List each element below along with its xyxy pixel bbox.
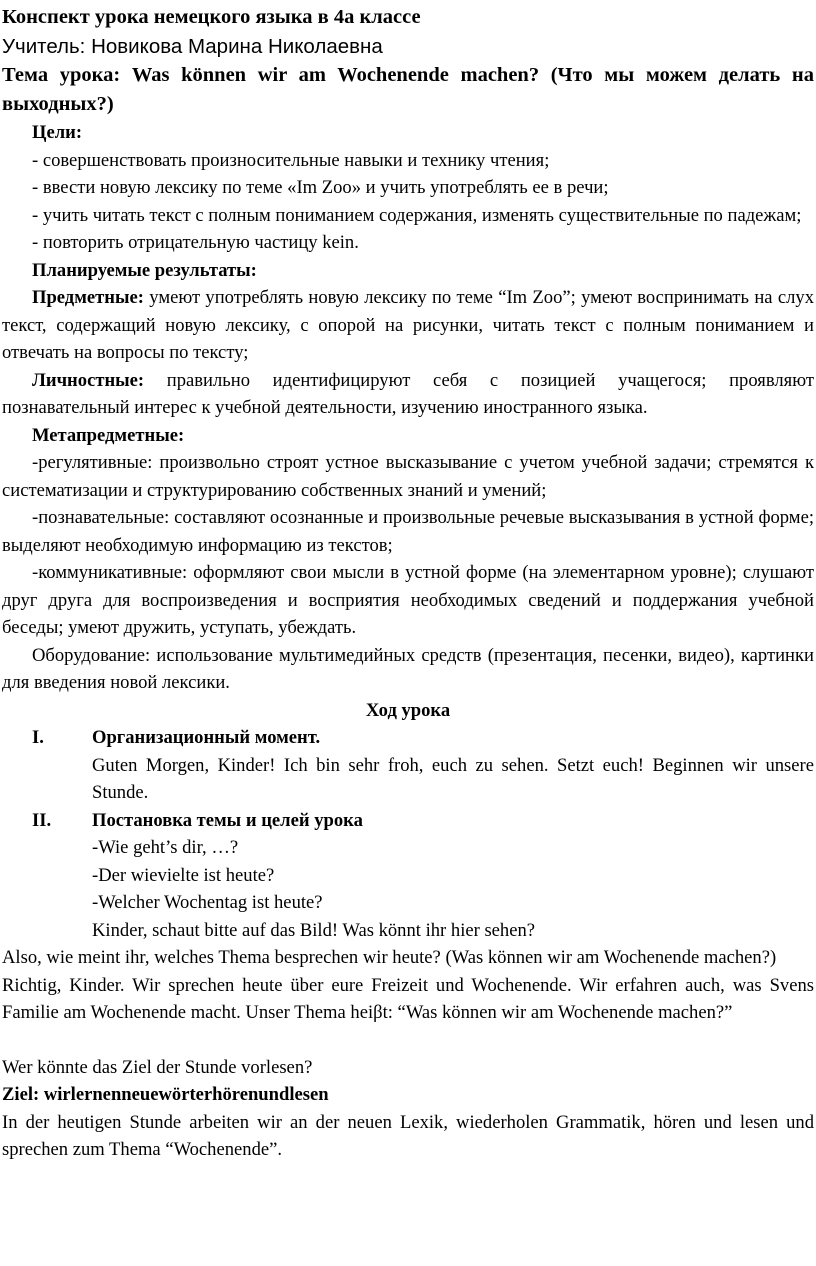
equipment-paragraph: Оборудование: использование мультимедийных средств (презентация, песенки, видео), картинки для введения новой лексики.	[2, 644, 814, 693]
closing-paragraph: In der heutigen Stunde arbeiten wir an der neuen Lexik, wiederholen Grammatik, hören und lesen und sprechen zum Thema “Wochenende”.	[2, 1111, 814, 1160]
teacher-line: Учитель: Новикова Марина Николаевна	[2, 35, 383, 58]
communicative-results: -коммуникативные: оформляют свои мысли в устной форме (на элементарном уровне); слушают друг друга для воспроизведения и восприятия необходимых сведений и поддержания учебной беседы; умеют дружить, уступать, убеждать.	[2, 562, 814, 638]
step-line: -Wie geht’s dir, …?	[92, 837, 239, 858]
lesson-step-2	[2, 807, 814, 945]
lesson-step-1	[2, 724, 814, 807]
personal-results	[2, 367, 814, 422]
step-number: I.	[32, 727, 44, 748]
goal-question: Wer könnte das Ziel der Stunde vorlesen?	[2, 1056, 313, 1078]
lesson-goal: Ziel: wirlernenneuewörterhörenundlesen	[2, 1084, 329, 1105]
step-text: Guten Morgen, Kinder! Ich bin sehr froh, euch zu sehen. Setzt euch! Beginnen wir unsere Stunde.	[92, 754, 814, 803]
lesson-flow-heading: Ход урока	[365, 699, 451, 721]
step-line: -Welcher Wochentag ist heute?	[92, 892, 323, 913]
goal-item: - учить читать текст с полным пониманием содержания, изменять существительные по падежам;	[32, 204, 802, 226]
subject-results	[2, 284, 814, 367]
personal-results-label: Личностные:	[32, 369, 145, 391]
goal-item: - ввести новую лексику по теме «Im Zoo» и учить употреблять ее в речи;	[32, 177, 609, 198]
lesson-topic: Тема урока: Was können wir am Wochenende machen? (Что мы можем делать на выходных?)	[2, 64, 814, 115]
meta-results-heading: Метапредметные:	[32, 424, 185, 446]
document-title: Конспект урока немецкого языка в 4а классе	[2, 6, 421, 28]
personal-results-text: правильно идентифицируют себя с позицией учащегося; проявляют познавательный интерес к учебной деятельности, изучению иностранного языка.	[2, 369, 814, 418]
dialogue-paragraph: Richtig, Kinder. Wir sprechen heute über eure Freizeit und Wochenende. Wir erfahren auch, was Svens Familie am Wochenende macht. Unser Thema heiβt: “Was können wir am Wochenende machen?”	[2, 974, 814, 1023]
goal-item: - совершенствовать произносительные навыки и технику чтения;	[32, 149, 550, 171]
step-number: II.	[32, 809, 52, 831]
goal-item: - повторить отрицательную частицу kein.	[32, 232, 359, 253]
subject-results-label: Предметные:	[32, 287, 144, 308]
step-title: Постановка темы и целей урока	[92, 809, 363, 831]
results-heading: Планируемые результаты:	[32, 259, 257, 281]
step-line: Kinder, schaut bitte auf das Bild! Was könnt ihr hier sehen?	[92, 919, 536, 941]
step-line: -Der wievielte ist heute?	[92, 864, 275, 886]
regulatory-results: -регулятивные: произвольно строят устное высказывание с учетом учебной задачи; стремятся к систематизации и структурированию собственных знаний и умений;	[2, 452, 814, 501]
subject-results-text: умеют употреблять новую лексику по теме “Im Zoo”; умеют воспринимать на слух текст, содержащий новую лексику, с опорой на рисунки, читать текст с полным пониманием и отвечать на вопросы по тексту;	[2, 287, 814, 363]
goals-heading: Цели:	[32, 122, 83, 143]
spacer	[2, 1027, 814, 1054]
dialogue-paragraph: Also, wie meint ihr, welches Thema besprechen wir heute? (Was können wir am Wochenende machen?)	[2, 947, 777, 968]
step-title: Организационный момент.	[92, 727, 321, 748]
cognitive-results: -познавательные: составляют осознанные и произвольные речевые высказывания в устной форме; выделяют необходимую информацию из текстов;	[2, 507, 814, 556]
